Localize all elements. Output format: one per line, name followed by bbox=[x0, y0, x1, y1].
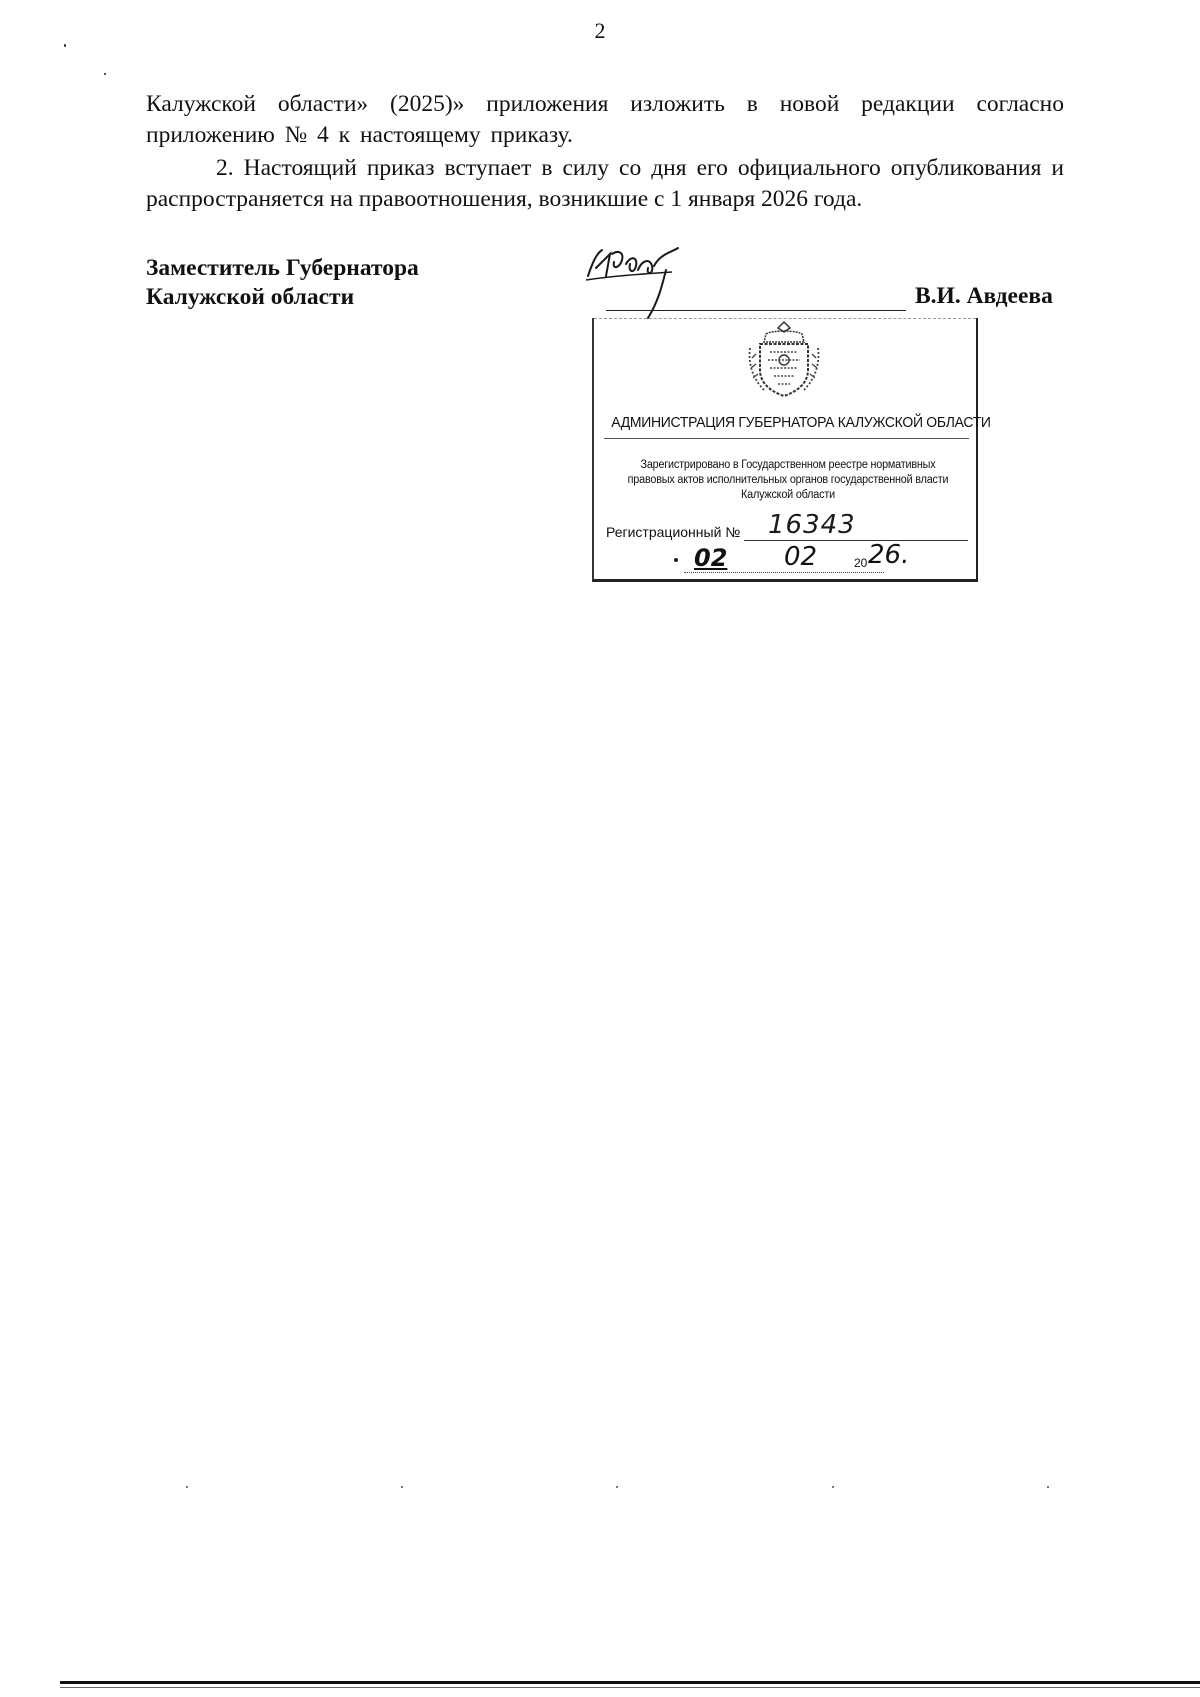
signatory-name: В.И. Авдеева bbox=[915, 283, 1053, 309]
scan-dot bbox=[401, 1486, 403, 1488]
handwritten-signature bbox=[582, 246, 702, 326]
stamp-date-year: 26. bbox=[868, 540, 910, 570]
stamp-registration-number-value: 16343 bbox=[768, 510, 856, 540]
scan-dot bbox=[832, 1486, 834, 1488]
coat-of-arms-icon bbox=[744, 318, 824, 400]
stamp-registration-number-line bbox=[744, 540, 968, 541]
stamp-registration-line-2: правовых актов исполнительных органов государственной власти bbox=[627, 474, 949, 486]
stamp-registration-number-row bbox=[606, 510, 968, 542]
stamp-registration-line-1: Зарегистрировано в Государственном реестре нормативных bbox=[640, 459, 936, 471]
scan-dot bbox=[616, 1486, 618, 1488]
scan-dot bbox=[1047, 1486, 1049, 1488]
page-bottom-rule bbox=[60, 1681, 1200, 1684]
stamp-date-month: 02 bbox=[784, 542, 818, 572]
signatory-title bbox=[146, 254, 419, 312]
stamp-organization-underline bbox=[604, 438, 969, 439]
stamp-registration-text bbox=[600, 458, 976, 503]
page-bottom-rule-thin bbox=[60, 1687, 1200, 1688]
scan-speck bbox=[64, 44, 66, 47]
stamp-date-dot bbox=[674, 558, 678, 562]
scan-footer-dots bbox=[0, 1486, 1200, 1490]
stamp-registration-line-3: Калужской области bbox=[741, 489, 835, 501]
stamp-date-line bbox=[684, 572, 884, 573]
paragraph-2: 2. Настоящий приказ вступает в силу со дня его официального опубликования и распространяется на правоотношения, возникшие с 1 января 2026 года. bbox=[146, 155, 1064, 212]
signature-line bbox=[606, 310, 906, 311]
scan-dot bbox=[186, 1486, 188, 1488]
page-number: 2 bbox=[594, 18, 606, 43]
paragraph-continuation: Калужской области» (2025)» приложения изложить в новой редакции согласно приложению № 4 к настоящему приказу. bbox=[146, 91, 1064, 148]
stamp-date-day: 02 bbox=[694, 544, 728, 572]
scan-speck bbox=[104, 73, 106, 75]
stamp-date-year-prefix: 20 bbox=[854, 556, 868, 570]
stamp-date-row bbox=[674, 540, 914, 574]
stamp-organization: АДМИНИСТРАЦИЯ ГУБЕРНАТОРА КАЛУЖСКОЙ ОБЛАСТИ bbox=[611, 414, 991, 431]
stamp-registration-number-label: Регистрационный № bbox=[606, 524, 741, 540]
signatory-title-line-1: Заместитель Губернатора bbox=[146, 255, 419, 281]
registration-stamp bbox=[592, 318, 991, 582]
signatory-title-line-2: Калужской области bbox=[146, 284, 355, 310]
